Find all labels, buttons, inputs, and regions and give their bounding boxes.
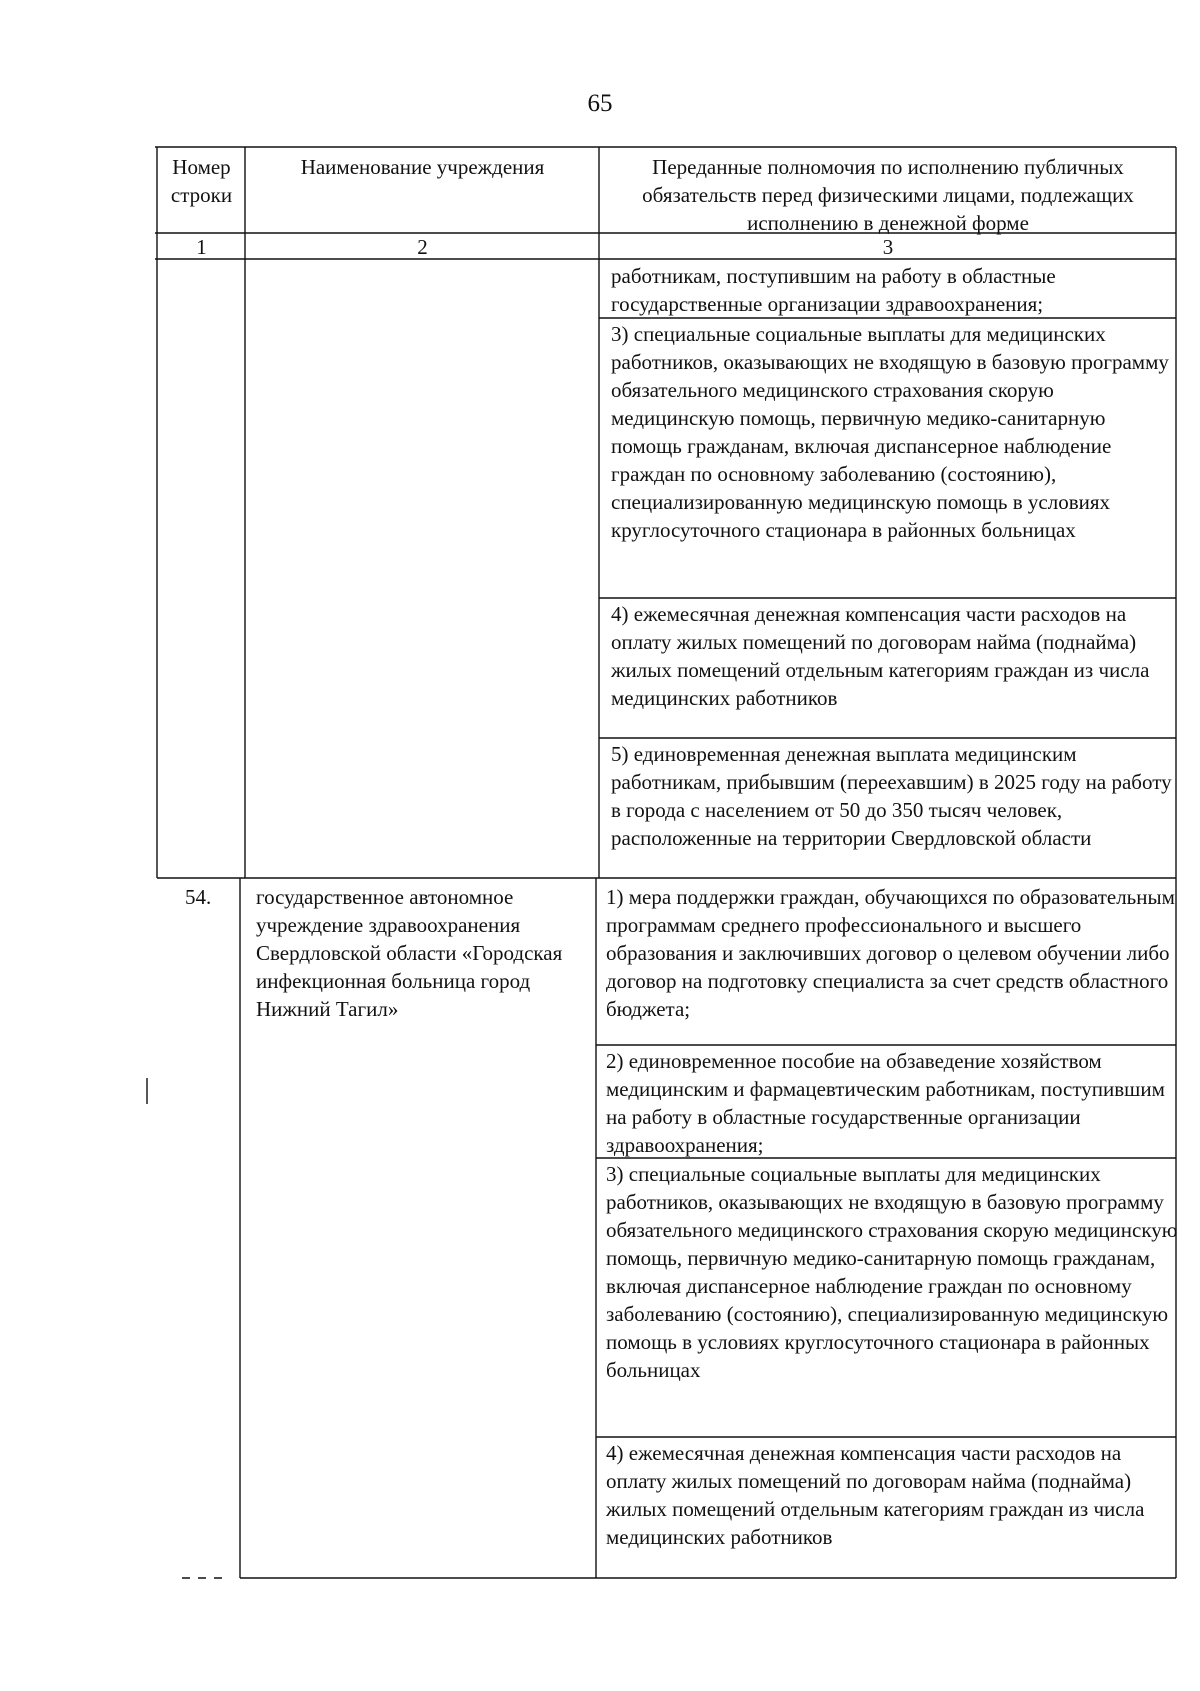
header-powers: Переданные полномочия по исполнению публичных обязательств перед физическими лицами, подлежащих исполнению в денежной форме	[642, 155, 1134, 235]
powers-item: 3) специальные социальные выплаты для медицинских работников, оказывающих не входящую в базовую программу обязательного медицинского страхования скорую медицинскую помощь, первичную медико-санитарную помощь гражданам, включая диспансерное наблюдение граждан по основному заболеванию (состоянию), специализированную медицинскую помощь в условиях круглосуточного стационара в районных больницах	[606, 1162, 1178, 1382]
page-number: 65	[587, 90, 613, 117]
powers-item: 1) мера поддержки граждан, обучающихся по образовательным программам среднего профессионального и высшего образования и заключивших договор о целевом обучении либо договор на подготовку специалиста за счет средств областного бюджета;	[606, 885, 1175, 1021]
continuation-item: работникам, поступившим на работу в областные государственные организации здравоохранения;	[611, 264, 1056, 316]
column-number-1: 1	[196, 235, 207, 259]
column-number-3: 3	[882, 235, 894, 259]
column-number-2: 2	[417, 235, 428, 259]
continuation-item: 5) единовременная денежная выплата медицинским работникам, прибывшим (переехавшим) в 2025 году на работу в города с населением от 50 до 350 тысяч человек, расположенные на территории Свердловской области	[611, 742, 1172, 850]
continuation-item: 4) ежемесячная денежная компенсация части расходов на оплату жилых помещений по договорам найма (поднайма) жилых помещений отдельным категориям граждан из числа медицинских работников	[611, 602, 1150, 710]
institution-name: государственное автономное учреждение здравоохранения Свердловской области «Городская инфекционная больница город Нижний Тагил»	[256, 885, 563, 1021]
header-institution-name: Наименование учреждения	[300, 155, 545, 179]
continuation-item: 3) специальные социальные выплаты для медицинских работников, оказывающих не входящую в базовую программу обязательного медицинского страхования скорую медицинскую помощь, первичную медико-санитарную помощь гражданам, включая диспансерное наблюдение граждан по основному заболеванию (состоянию), специализированную медицинскую помощь в условиях круглосуточного стационара в районных больницах	[611, 322, 1169, 542]
header-row-number: Номер строки	[170, 155, 233, 207]
powers-item: 2) единовременное пособие на обзаведение хозяйством медицинским и фармацевтическим работникам, поступившим на работу в областные государственные организации здравоохранения;	[606, 1049, 1165, 1157]
powers-item: 4) ежемесячная денежная компенсация части расходов на оплату жилых помещений по договорам найма (поднайма) жилых помещений отдельным категориям граждан из числа медицинских работников	[606, 1441, 1145, 1549]
row-number: 54.	[185, 885, 212, 909]
